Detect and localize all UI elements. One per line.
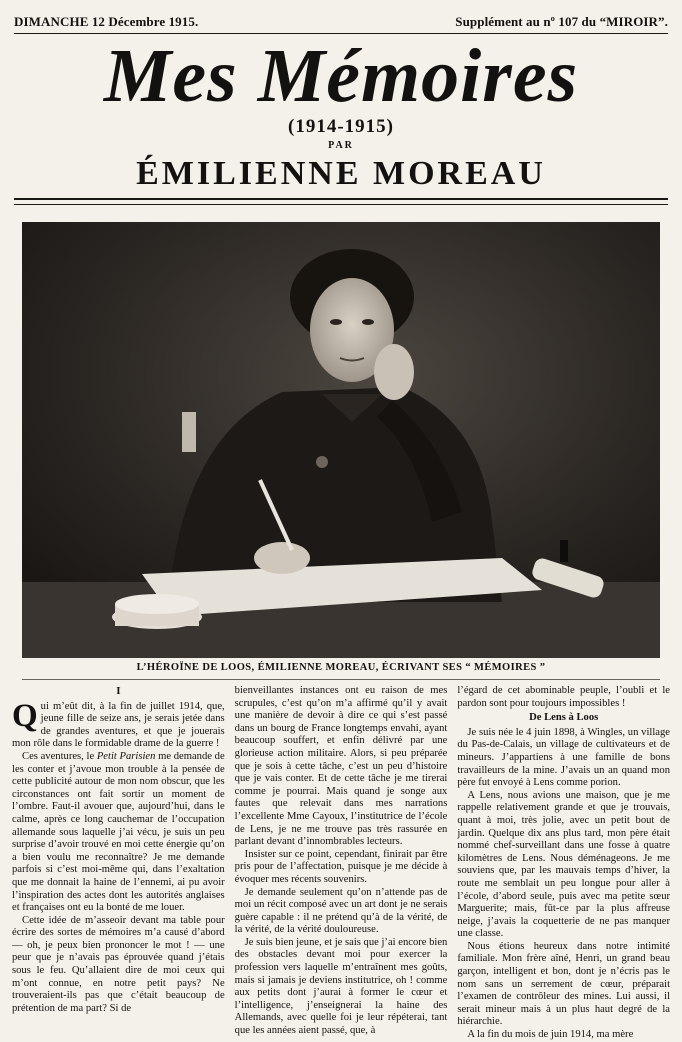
title-years: (1914-1915) bbox=[288, 116, 394, 137]
title-rule bbox=[14, 198, 668, 205]
page-title: Mes Mémoires bbox=[103, 34, 579, 118]
issue-date: DIMANCHE 12 Décembre 1915. bbox=[14, 14, 199, 29]
paragraph: bienveillantes instances ont eu raison de mes scrupules, c’est qu’on m’a affirmé qu’il y avait une manière de devoir à dire ce qui s’est passé dans un bourg de France longtemps envahi, ayant beaucoup souffert, et enfin délivré par une glorieuse action militaire. Alors, si peu préparée que je sois à cette tâche, c’est un peu d’histoire que je vais conter. Et de cette tâche je me tirerai comme je pourrai. Mais quand je songe aux fautes que relevait dans mes narrations l’excellente Mme Cayoux, l’institutrice de l’école de Lens, je ne me trouve pas très rassurée en parlant devant d’innombrables lecteurs. bbox=[234, 685, 448, 848]
paragraph: Nous étions heureux dans notre intimité familiale. Mon frère aîné, Henri, un grand beau garçon, intelligent et bon, dont je n’écris pas le nom sans un serrement de cœur, préparait l’examen de contrôleur des mines. Lui aussi, il serait mineur mais à un plus haut degré de la hiérarchie. bbox=[457, 940, 671, 1028]
paragraph: Je suis bien jeune, et je sais que j’ai encore bien des obstacles devant moi pour exercer la profession vers laquelle m’entraînent mes goûts, mais si jamais je deviens institutrice, oh ! comme aux petits dont j’aurai à former le cœur et l’intelligence, j’enseignerai la haine des Allemands, avec quelle foi je leur répéterai, tant que les années aient passé, que, à bbox=[234, 936, 448, 1037]
article-body bbox=[12, 685, 671, 1041]
paragraph: Ces aventures, le Petit Parisien me demande de les conter et j’avoue mon trouble à la pensée de cette publicité autour de mon nom obscur, que les circonstances ont fait sortir un moment de l’ombre. Faut-il avouer que, aujourd’hui, dans le calme, après ce long cauchemar de l’occupation allemande sous laquelle j’ai vécu, je suis un peu surprise d’avoir trouvé en moi cette énergie qu’on a bien voulu me reconnaître? Je me demande parfois si c’est moi-même qui, dans l’exaltation que me donnait la haine de l’ennemi, ai pu avoir l’inspiration des actes dont les autorités anglaises et françaises ont eu la bonté de me louer. bbox=[12, 750, 225, 914]
page-header bbox=[14, 12, 668, 32]
by-label: PAR bbox=[328, 140, 354, 151]
paragraph: Qui m’eût dit, à la fin de juillet 1914, que, jeune fille de seize ans, je serais jetée dans de grandes aventures, et que je jouerais mon rôle dans le formidable drame de la guerre ! bbox=[12, 697, 225, 750]
photo-caption: L’HÉROÏNE DE LOOS, ÉMILIENNE MOREAU, ÉCRIVANT SES “ MÉMOIRES ” bbox=[136, 662, 546, 673]
paragraph: Je demande seulement qu’on n’attende pas de moi un récit composé avec un art dont je ne serais guère capable : il ne prétend qu’à de la vérité, de la vérité, de la vérité douloureuse. bbox=[234, 886, 448, 936]
paragraph: A la fin du mois de juin 1914, ma mère bbox=[467, 1029, 634, 1041]
paragraph: A Lens, nous avions une maison, que je me rappelle relativement grande et que je trouvais, quant à moi, très jolie, avec un petit bout de jardin. Quelque dix ans plus tard, mon père était nommé chef-surveillant dans une fosse à quatre kilomètres de Lens. Nous déménageons. Je me souviens que, par les mauvais temps d’hiver, la route me semblait un peu longue pour aller à l’école, d’abord seule, puis avec ma petite sœur Marguerite; mais, fût-ce par la plus affreuse neige, j’avais la coquetterie de ne pas manquer une classe. bbox=[457, 789, 671, 940]
paragraph: l’égard de cet abominable peuple, l’oubli et le pardon sont pour toujours impossibles ! bbox=[457, 685, 671, 709]
text-column-1 bbox=[12, 685, 225, 1014]
caption-rule bbox=[22, 679, 660, 680]
supplement-note: Supplément au nº 107 du “MIROIR”. bbox=[455, 14, 668, 29]
paragraph: Insister sur ce point, cependant, finirait par être pris pour de l’affectation, puisque je me décide à évoquer mes récents souvenirs. bbox=[234, 848, 448, 885]
portrait-photo bbox=[22, 222, 660, 658]
section-subheading: De Lens à Loos bbox=[529, 712, 599, 724]
text-column-2 bbox=[234, 685, 448, 1037]
newspaper-name: Petit Parisien bbox=[96, 750, 156, 762]
section-number: I bbox=[116, 685, 121, 697]
paragraph: Cette idée de m’asseoir devant ma table pour écrire des sortes de mémoires m’a causé d’abord — oh, je peux bien prononcer le mot ! — une peur que je n’avais pas éprouvée quand j’étais sous le feu. Qu’allaient dire de moi ceux qui m’ont connue, en notre petit pays? Ne trouveraient-ils pas que c’était beaucoup de prétention de ma part? Si de bbox=[12, 914, 225, 1014]
text-column-3 bbox=[457, 685, 671, 1041]
author-name: ÉMILIENNE MOREAU bbox=[136, 155, 546, 192]
paragraph: Je suis née le 4 juin 1898, à Wingles, un village du Pas-de-Calais, un village de cultivateurs et de mineurs. J’appartiens à une famille de bons travailleurs de la mine. J’avais un an quand mon père fut envoyé à Lens comme porion. bbox=[457, 726, 671, 789]
